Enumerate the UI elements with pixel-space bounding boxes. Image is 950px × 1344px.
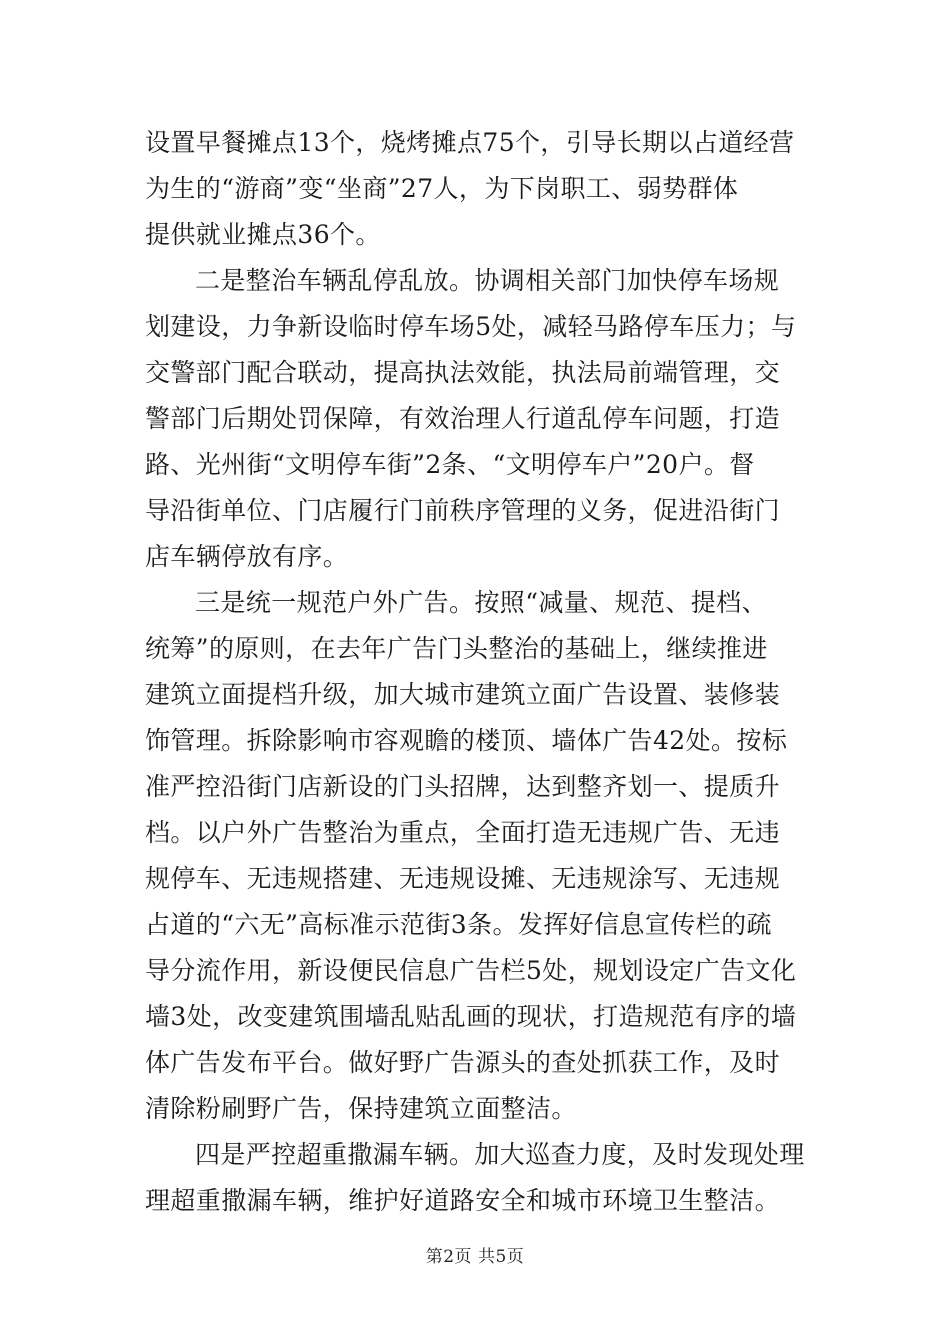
text-line: 清除粉刷野广告，保持建筑立面整洁。 <box>145 1094 577 1123</box>
text-line: 交警部门配合联动，提高执法效能，执法局前端管理，交 <box>145 358 781 387</box>
page-footer: 第2页 共5页 <box>425 1247 525 1267</box>
document-body <box>145 120 810 1224</box>
paragraph-start-line: 四是严控超重撒漏车辆。加大巡查力度，及时发现处理 <box>195 1140 805 1169</box>
text-line: 警部门后期处罚保障，有效治理人行道乱停车问题，打造 <box>145 404 781 433</box>
paragraph-start-line: 三是统一规范户外广告。按照“减量、规范、提档、 <box>195 588 767 617</box>
text-line: 规停车、无违规搭建、无违规设摊、无违规涂写、无违规 <box>145 864 781 893</box>
text-line: 准严控沿街门店新设的门头招牌，达到整齐划一、提质升 <box>145 772 781 801</box>
text-line: 体广告发布平台。做好野广告源头的查处抓获工作，及时 <box>145 1048 781 1077</box>
text-line: 统筹”的原则，在去年广告门头整治的基础上，继续推进 <box>145 634 768 663</box>
text-line: 导分流作用，新设便民信息广告栏5处，规划设定广告文化 <box>145 956 797 985</box>
text-line: 店车辆停放有序。 <box>145 542 349 571</box>
text-line: 档。以户外广告整治为重点，全面打造无违规广告、无违 <box>145 818 781 847</box>
text-line: 提供就业摊点36个。 <box>145 220 381 249</box>
text-line: 导沿街单位、门店履行门前秩序管理的义务，促进沿街门 <box>145 496 781 525</box>
text-line: 路、光州街“文明停车街”2条、“文明停车户”20户。督 <box>145 450 755 479</box>
paragraph-start-line: 二是整治车辆乱停乱放。协调相关部门加快停车场规 <box>195 266 780 295</box>
text-line: 饰管理。拆除影响市容观瞻的楼顶、墙体广告42处。按标 <box>145 726 788 755</box>
text-line: 为生的“游商”变“坐商”27人，为下岗职工、弱势群体 <box>145 174 739 203</box>
text-line: 理超重撒漏车辆，维护好道路安全和城市环境卫生整洁。 <box>145 1186 781 1215</box>
text-line: 建筑立面提档升级，加大城市建筑立面广告设置、装修装 <box>145 680 781 709</box>
text-line: 占道的“六无”高标准示范街3条。发挥好信息宣传栏的疏 <box>145 910 772 939</box>
text-line: 墙3处，改变建筑围墙乱贴乱画的现状，打造规范有序的墙 <box>145 1002 797 1031</box>
text-line: 设置早餐摊点13个，烧烤摊点75个，引导长期以占道经营 <box>145 128 795 157</box>
text-line: 划建设，力争新设临时停车场5处，减轻马路停车压力；与 <box>145 312 797 341</box>
